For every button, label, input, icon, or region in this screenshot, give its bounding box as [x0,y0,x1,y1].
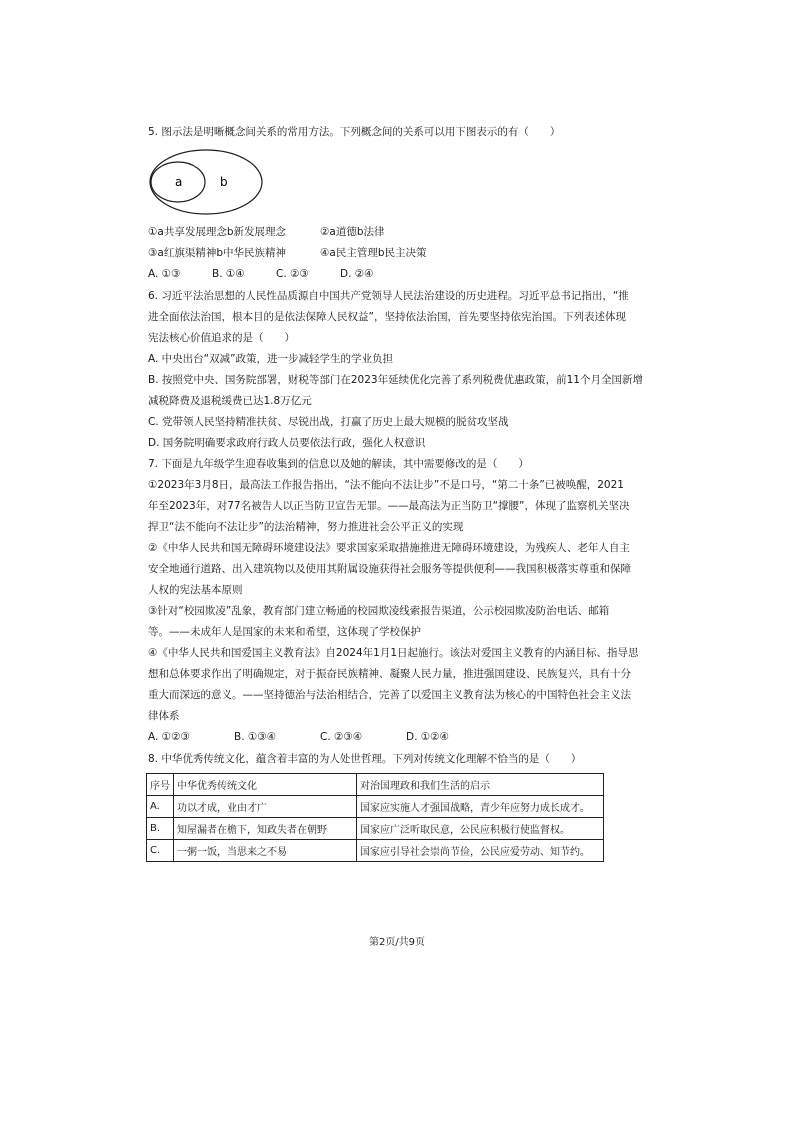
q7-line: ④《中华人民共和国爱国主义教育法》自2024年1月1日起施行。该法对爱国主义教育的内涵目标、指导思 [148,647,639,659]
q7-line: 年至2023年，对77名被告人以正当防卫宣告无罪。——最高法为正当防卫“撑腰”，体现了监察机关坚决 [148,500,630,512]
q8-table [146,773,604,862]
table-cell: C. [147,840,174,862]
table-row [147,796,604,818]
q6-option-b-cont: 减税降费及退税缓费已达1.8万亿元 [148,395,312,407]
q5-choice-b: B. ①④ [212,268,245,280]
q5-stem: 5. 图示法是明晰概念间关系的常用方法。下列概念间的关系可以用下图表示的有（ ） [148,126,561,138]
q7-line: 重大而深远的意义。——坚持德治与法治相结合，完善了以爱国主义教育法为核心的中国特色社会主义法 [148,689,631,701]
table-cell: 国家应引导社会崇尚节俭，公民应爱劳动、知节约。 [357,840,604,862]
table-cell: A. [147,796,174,818]
table-row [147,840,604,862]
q5-items-row1 [148,225,385,239]
q7-choices [148,730,449,744]
q7-choice-a: A. ①②③ [148,731,190,743]
q6-option-c: C. 党带领人民坚持精准扶贫、尽锐出战，打赢了历史上最大规模的脱贫攻坚战 [148,416,509,428]
table-header-row [147,774,604,796]
q7-line: 律体系 [148,710,180,722]
venn-label-a: a [175,175,183,189]
table-cell: 国家应广泛听取民意，公民应积极行使监督权。 [357,818,604,840]
table-header-cell: 对治国理政和我们生活的启示 [357,774,604,796]
q6-line: 宪法核心价值追求的是（ ） [148,332,295,344]
q7-line: ③针对“校园欺凌”乱象，教育部门建立畅通的校园欺凌线索报告渠道，公示校园欺凌防治电话、邮箱 [148,605,610,617]
q6-option-d: D. 国务院明确要求政府行政人员要依法行政，强化人权意识 [148,437,426,449]
table-row [147,818,604,840]
q5-items-row2 [148,246,427,260]
q6-line: 进全面依法治国，根本目的是依法保障人民权益”，坚持依法治国，首先要坚持依宪治国。下列表述体现 [148,311,626,323]
q7-line: 人权的宪法基本原则 [148,584,243,596]
q7-choice-c: C. ②③④ [320,731,363,743]
table-header-cell: 中华优秀传统文化 [174,774,357,796]
q5-item-1: ①a共享发展理念b新发展理念 [148,226,287,238]
venn-label-b: b [220,175,228,189]
q6-option-a: A. 中央出台“双减”政策，进一步减轻学生的学业负担 [148,353,394,365]
q5-item-4: ④a民主管理b民主决策 [320,247,427,259]
table-header-cell: 序号 [147,774,174,796]
q7-line: 安全地通行道路、出入建筑物以及使用其附属设施获得社会服务等提供便利——我国积极落实尊重和保障 [148,563,631,575]
q6-option-b: B. 按照党中央、国务院部署，财税等部门在2023年延续优化完善了系列税费优惠政策，前11个月全国新增 [148,374,643,386]
q5-item-2: ②a道德b法律 [320,226,385,238]
q7-line: 想和总体要求作出了明确规定，对于振奋民族精神、凝聚人民力量，推进强国建设、民族复兴，具有十分 [148,668,631,680]
q7-choice-b: B. ①③④ [234,731,277,743]
q5-choice-a: A. ①③ [148,268,181,280]
table-cell: 一粥一饭，当思来之不易 [174,840,357,862]
table-cell: 国家应实施人才强国战略，青少年应努力成长成才。 [357,796,604,818]
table-cell: B. [147,818,174,840]
q7-line: ②《中华人民共和国无障碍环境建设法》要求国家采取措施推进无障碍环境建设，为残疾人、老年人自主 [148,542,630,554]
page-number-footer: 第2页/共9页 [368,937,426,948]
q7-line: 捍卫“法不能向不法让步”的法治精神，努力推进社会公平正义的实现 [148,521,464,533]
venn-outer-ellipse [150,150,262,214]
q6-line: 6. 习近平法治思想的人民性品质源自中国共产党领导人民法治建设的历史进程。习近平总书记指出，“推 [148,290,629,302]
q7-choice-d: D. ①②④ [406,731,449,743]
table-cell: 功以才成，业由才广 [174,796,357,818]
q8-stem: 8. 中华优秀传统文化，蕴含着丰富的为人处世哲理。下列对传统文化理解不恰当的是（ ） [148,753,582,765]
q7-line: 等。——未成年人是国家的未来和希望，这体现了学校保护 [148,626,421,638]
q7-line: ①2023年3月8日，最高法工作报告指出，“法不能向不法让步”不是口号，“第二十条”已被唤醒，2021 [148,479,624,491]
q5-item-3: ③a红旗渠精神b中华民族精神 [148,247,287,259]
q5-choice-c: C. ②③ [276,268,309,280]
venn-diagram [148,148,264,216]
q7-stem: 7. 下面是九年级学生迎春收集到的信息以及她的解读，其中需要修改的是（ ） [148,458,529,470]
q5-choice-d: D. ②④ [340,268,374,280]
q5-choices [148,267,374,281]
table-cell: 知屋漏者在檐下，知政失者在朝野 [174,818,357,840]
